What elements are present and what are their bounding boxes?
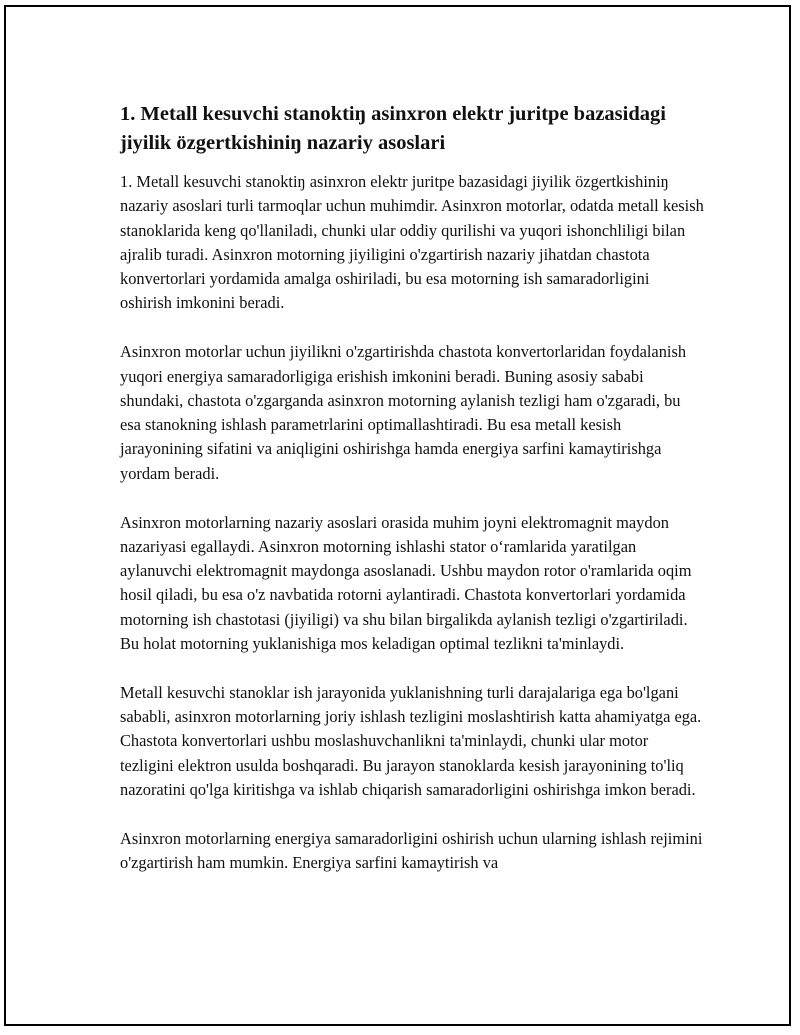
paragraph-1: 1. Metall kesuvchi stanoktiŋ asinxron elektr juritpe bazasidagi jiyilik özgertkishiniŋ nazariy asoslari turli tarmoqlar uchun muhimdir. Asinxron motorlar, odatda metall kesish stanoklarida keng qo'llaniladi, chunki ular oddiy qurilishi va yuqori ishonchliligi bilan ajralib turadi. Asinxron motorning jiyiligini o'zgartirish nazariy jihatdan chastota konvertorlari yordamida amalga oshiriladi, bu esa motorning ish samaradorligini oshirish imkonini beradi.: [120, 172, 704, 313]
paragraph-4: Metall kesuvchi stanoklar ish jarayonida yuklanishning turli darajalariga ega bo'lgani sababli, asinxron motorlarning joriy ishlash tezligini moslashtirish katta ahamiyatga ega. Chastota konvertorlari ushbu moslashuvchanlikni ta'minlaydi, chunki ular motor tezligini elektron usulda boshqaradi. Bu jarayon stanoklarda kesish jarayonining to'liq nazoratini qo'lga kiritishga va ishlab chiqarish samaradorligini oshirishga imkon beradi.: [120, 682, 702, 800]
paragraph-5: Asinxron motorlarning energiya samaradorligini oshirish uchun ularning ishlash rejimini o'zgartirish ham mumkin. Energiya sarfini kamaytirish va: [120, 828, 703, 873]
paragraph-2: Asinxron motorlar uchun jiyilikni o'zgartirishda chastota konvertorlaridan foydalanish yuqori energiya samaradorligiga erishish imkonini beradi. Buning asosiy sababi shundaki, chastota o'zgarganda asinxron motorning aylanish tezligi ham o'zgaradi, bu esa stanokning ishlash parametrlarini optimallashtiradi. Bu esa metall kesish jarayonining sifatini va aniqligini oshirishga hamda energiya sarfini kamaytirishga yordam beradi.: [120, 342, 687, 483]
document-page: [4, 5, 791, 1026]
paragraph-3: Asinxron motorlarning nazariy asoslari orasida muhim joyni elektromagnit maydon nazariyasi egallaydi. Asinxron motorning ishlashi stator o‘ramlarida yaratilgan aylanuvchi elektromagnit maydonga asoslanadi. Ushbu maydon rotor o'ramlarida oqim hosil qiladi, bu esa o'z navbatida rotorni aylantiradi. Chastota konvertorlari yordamida motorning ish chastotasi (jiyiligi) va shu bilan birgalikda aylanish tezligi o'zgartiriladi. Bu holat motorning yuklanishiga mos keladigan optimal tezlikni ta'minlaydi.: [120, 512, 692, 654]
document-title: 1. Metall kesuvchi stanoktiŋ asinxron elektr juritpe bazasidagi jiyilik özgertkishiniŋ nazariy asoslari: [120, 103, 666, 154]
document-body: [120, 100, 705, 900]
